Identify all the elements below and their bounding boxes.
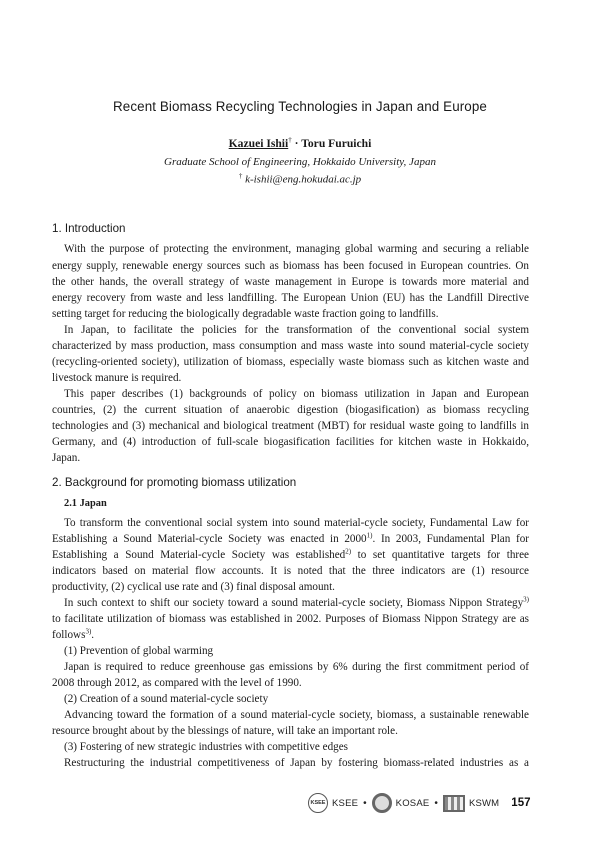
body-line: Germany, and (4) introduction of full-scale biogasification facilities for kitchen waste in Hokkaido, — [52, 436, 529, 448]
body-line — [52, 627, 529, 643]
body-line: (1) Prevention of global warming — [64, 645, 214, 657]
affiliation: Graduate School of Engineering, Hokkaido University, Japan — [164, 156, 436, 168]
line-text: Establishing a Sound Material-cycle Society was enacted in 2000 — [52, 533, 367, 545]
line-text: . — [91, 629, 95, 641]
author-separator: · — [291, 136, 302, 150]
body-line — [52, 531, 529, 547]
kosae-logo-icon — [372, 793, 392, 813]
body-line: productivity, (2) cyclical use rate and (3) final disposal amount. — [52, 581, 335, 593]
ksee-logo-icon: KSEE — [308, 793, 328, 813]
body-line: Advancing toward the formation of a sound material-cycle society, biomass, a sustainable renewable — [64, 709, 529, 721]
author-email: k-ishii@eng.hokudai.ac.jp — [245, 173, 362, 186]
body-line — [52, 547, 529, 563]
body-line: In Japan, to facilitate the policies for the transformation of the conventional social system — [64, 324, 529, 336]
citation-ref: 2) — [345, 547, 352, 556]
subsection-heading: 2.1 Japan — [64, 498, 107, 509]
body-line: the other hands, the overall strategy of waste management in Europe is towards more material and — [52, 276, 529, 288]
author-name: Kazuei Ishii — [228, 136, 289, 150]
body-line: To transform the conventional social system into sound material-cycle society, Fundamental Law for — [64, 517, 529, 529]
citation-ref: 1) — [366, 531, 373, 540]
body-line: resource brought about by the blessings of nature, will take an important role. — [52, 725, 398, 737]
body-line: livestock manure is required. — [52, 372, 182, 384]
line-text: Establishing a Sound Material-cycle Society was established — [52, 549, 346, 561]
body-line: 2008 through 2012, as compared with the level of 1990. — [52, 677, 302, 689]
body-line: countries, (2) the current situation of anaerobic digestion (biogasification) as biomass recycling — [52, 404, 529, 416]
line-text: . In 2003, Fundamental Plan for — [372, 533, 530, 545]
author-name: Toru Furuichi — [301, 136, 372, 150]
body-line: Restructuring the industrial competitiveness of Japan by fostering biomass-related industries as a — [64, 757, 529, 769]
body-line: energy supply, renewable energy sources such as biomass has been focused in European countries. On — [52, 260, 529, 272]
line-text: In such context to shift our society toward a sound material-cycle society, Biomass Nippon Strategy — [64, 597, 524, 609]
body-line: Japan. — [52, 452, 81, 464]
body-line — [64, 595, 529, 611]
bullet-separator: • — [434, 797, 438, 809]
citation-ref: 3) — [523, 595, 529, 604]
line-text: to set quantitative targets for three — [351, 549, 529, 561]
paper-title: Recent Biomass Recycling Technologies in Japan and Europe — [113, 99, 487, 114]
section-heading: 1. Introduction — [52, 222, 126, 235]
citation-ref: 3) — [85, 627, 92, 636]
body-line: With the purpose of protecting the environment, managing global warming and securing a reliable — [64, 243, 529, 255]
body-line: Japan is required to reduce greenhouse gas emissions by 6% during the first commitment period of — [64, 661, 529, 673]
body-line: technologies and (3) mechanical and biological treatment (MBT) for residual waste going to landfills in — [52, 420, 529, 432]
body-line: characterized by mass production, mass consumption and mass waste into sound material-cycle society — [52, 340, 529, 352]
bullet-separator: • — [363, 797, 367, 809]
body-line: setting target for reducing the biologically degradable waste fraction going to landfills. — [52, 308, 439, 320]
body-line: (2) Creation of a sound material-cycle society — [64, 693, 269, 705]
body-line: This paper describes (1) backgrounds of policy on biomass utilization in Japan and European — [64, 388, 529, 400]
author-line — [0, 136, 600, 150]
body-line: indicators based on material flow accounts. It is noted that the three indicators are (1) resource — [52, 565, 529, 577]
society-name: KSEE — [332, 797, 359, 809]
email-mark: † — [238, 172, 243, 180]
body-line: (3) Fostering of new strategic industries with competitive edges — [64, 741, 349, 753]
line-text: follows — [52, 629, 86, 641]
society-name: KSWM — [468, 797, 500, 809]
author-mark: † — [288, 136, 292, 144]
section-heading: 2. Background for promoting biomass utilization — [52, 476, 297, 489]
kswm-logo-icon — [443, 795, 465, 812]
page-number: 157 — [511, 797, 531, 809]
journal-footer — [308, 789, 548, 817]
society-name: KOSAE — [395, 797, 430, 809]
body-line: energy recovery from waste and less landfilling. The European Union (EU) has the Landfill Directive — [52, 292, 529, 304]
author-email-line — [0, 172, 600, 186]
body-line: to facilitate utilization of biomass was established in 2002. Purposes of Biomass Nippon Strategy are as — [52, 613, 529, 625]
body-line: (recycling-oriented society), utilization of biomass, especially waste biomass such as kitchen waste and — [52, 356, 529, 368]
